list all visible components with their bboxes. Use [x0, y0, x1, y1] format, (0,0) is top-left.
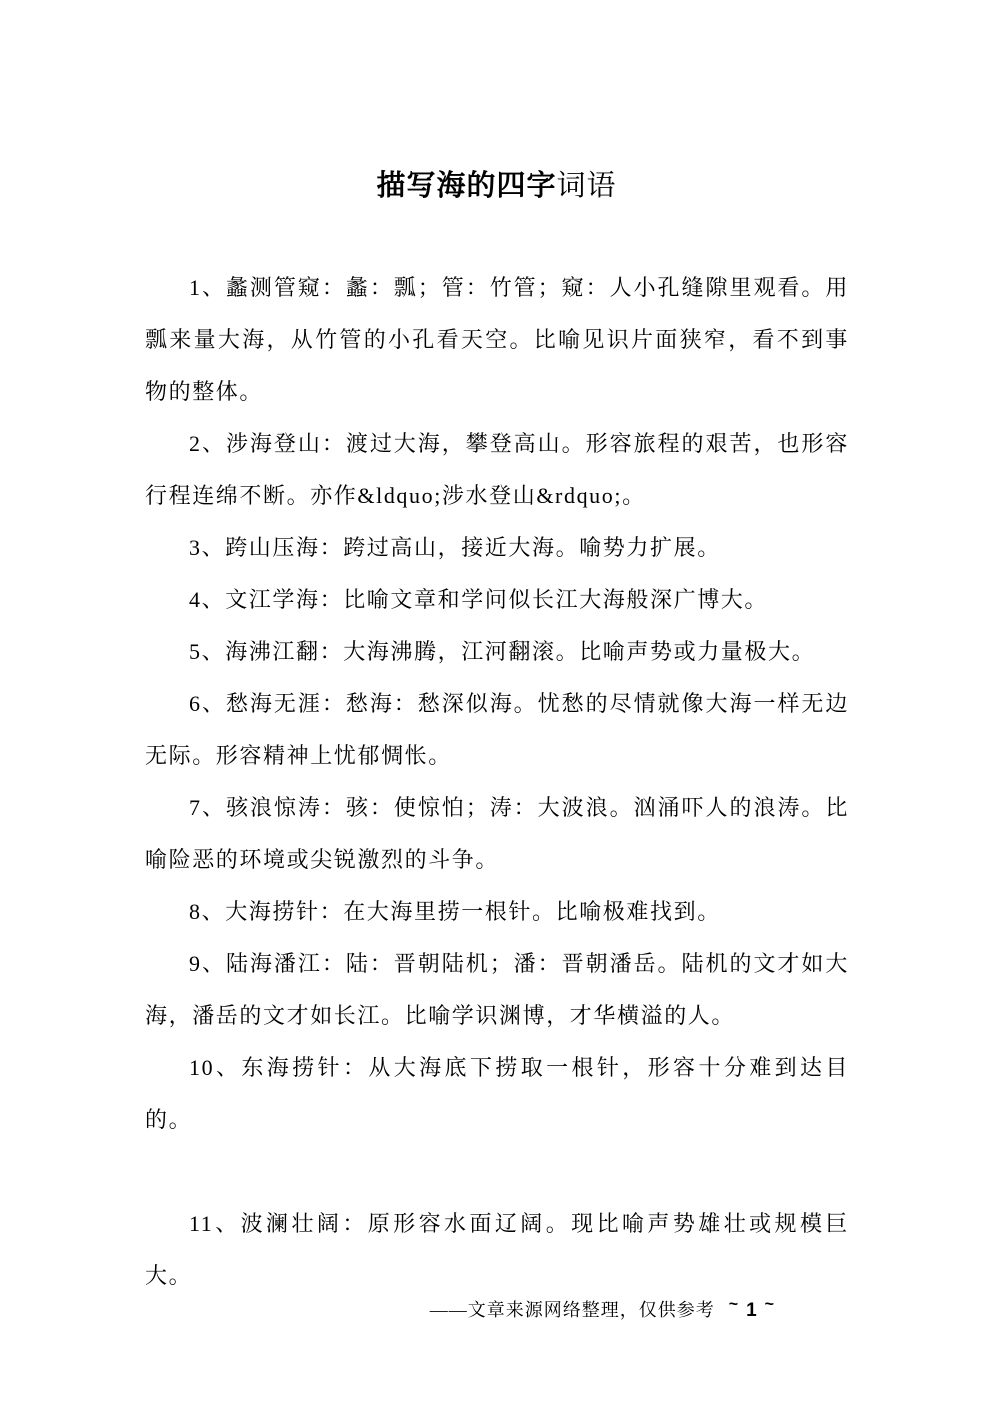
paragraph-blank-line	[145, 1146, 849, 1198]
paragraph-4: 4、文江学海：比喻文章和学问似长江大海般深广博大。	[189, 587, 769, 612]
page-title-regular-part: 词语	[556, 170, 617, 202]
paragraph-11: 11、波澜壮阔：原形容水面辽阔。现比喻声势雄壮或规模巨大。	[145, 1211, 849, 1288]
paragraph-9: 9、陆海潘江：陆：晋朝陆机；潘：晋朝潘岳。陆机的文才如大海，潘岳的文才如长江。比喻学识渊博，才华横溢的人。	[145, 951, 849, 1028]
footer-source-note: ——文章来源网络整理，仅供参考	[429, 1300, 715, 1320]
paragraph-6: 6、愁海无涯：愁海：愁深似海。忧愁的尽情就像大海一样无边无际。形容精神上忧郁惆怅。	[145, 691, 849, 768]
paragraph-10: 10、东海捞针：从大海底下捞取一根针，形容十分难到达目的。	[145, 1055, 849, 1132]
paragraph-7: 7、骇浪惊涛：骇：使惊怕；涛：大波浪。汹涌吓人的浪涛。比喻险恶的环境或尖锐激烈的斗争。	[145, 795, 849, 872]
page-number-tilde-right: ~	[764, 1296, 775, 1313]
paragraph-2: 2、涉海登山：渡过大海，攀登高山。形容旅程的艰苦，也形容行程连绵不断。亦作&ldquo;涉水登山&rdquo;。	[145, 431, 849, 508]
page-number: 1	[746, 1300, 758, 1321]
paragraph-3: 3、跨山压海：跨过高山，接近大海。喻势力扩展。	[189, 535, 721, 560]
paragraph-5: 5、海沸江翻：大海沸腾，江河翻滚。比喻声势或力量极大。	[189, 639, 816, 664]
paragraph-8: 8、大海捞针：在大海里捞一根针。比喻极难找到。	[189, 899, 721, 924]
page-number-tilde-left: ~	[728, 1296, 740, 1313]
page-number-group	[728, 1296, 775, 1321]
page-title	[0, 163, 993, 204]
page-footer	[430, 1296, 775, 1322]
page-title-bold-part: 描写海的四字	[376, 170, 557, 202]
document-body	[145, 262, 849, 1302]
paragraph-1: 1、蠡测管窥：蠡：瓢；管：竹管；窥：人小孔缝隙里观看。用瓢来量大海，从竹管的小孔看天空。比喻见识片面狭窄，看不到事物的整体。	[145, 275, 849, 404]
